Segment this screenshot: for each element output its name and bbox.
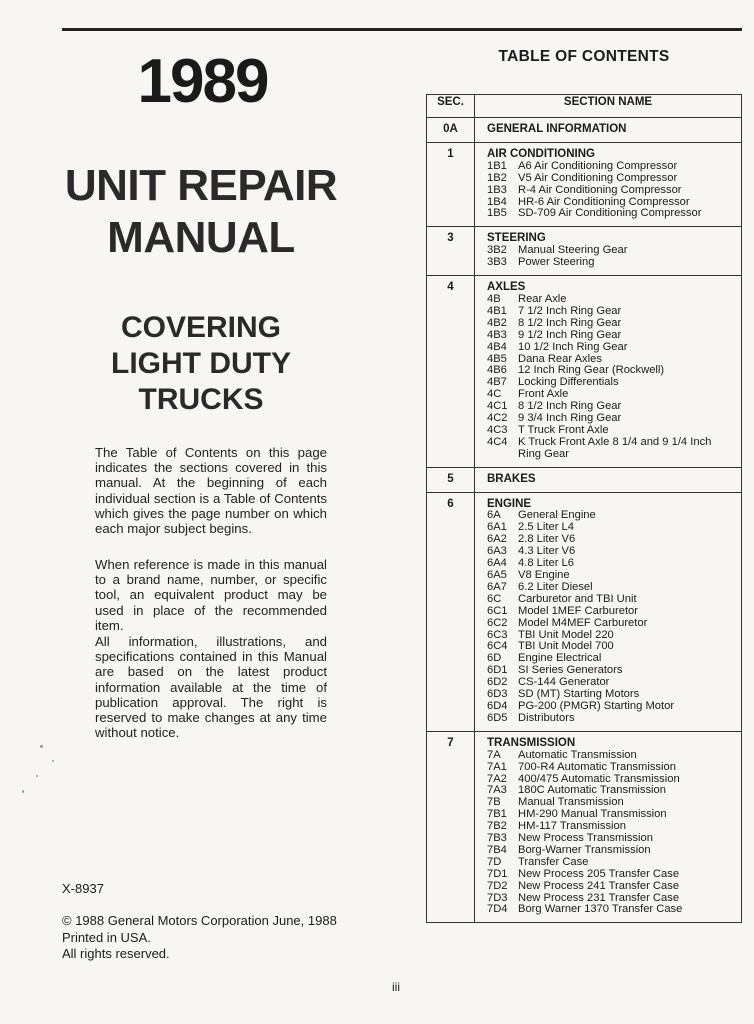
toc-header-name: SECTION NAME <box>475 95 742 118</box>
toc-entry-name: 8 1/2 Inch Ring Gear <box>518 316 622 329</box>
toc-entry-name: Rear Axle <box>518 292 567 305</box>
toc-entry-code: 4C3 <box>487 423 508 436</box>
toc-entry-code: 1B1 <box>487 159 507 172</box>
toc-entry <box>487 161 737 173</box>
toc-entry <box>487 857 737 869</box>
toc-entry-name: TBI Unit Model 220 <box>518 628 614 641</box>
toc-section-name: STEERING <box>487 232 546 245</box>
toc-entry-code: 6D <box>487 652 502 665</box>
toc-entry-code: 1B3 <box>487 183 507 196</box>
toc-entry <box>487 318 737 330</box>
toc-entry-code: 6C3 <box>487 628 508 641</box>
toc-entry-name: Locking Differentials <box>518 376 619 389</box>
toc-section-name: BRAKES <box>487 472 536 485</box>
toc-section-name: TRANSMISSION <box>487 736 576 749</box>
toc-entry <box>487 606 737 618</box>
toc-entry-name: New Process 205 Transfer Case <box>518 867 680 880</box>
toc-entry-name: Manual Steering Gear <box>518 244 628 257</box>
toc-entry-name: 6.2 Liter Diesel <box>518 580 593 593</box>
toc-entry-name: 9 1/2 Inch Ring Gear <box>518 328 622 341</box>
toc-entry <box>487 904 737 916</box>
toc-entry-code: 7A <box>487 748 501 761</box>
toc-entry-code: 4B7 <box>487 376 507 389</box>
toc-entry-code: 6D3 <box>487 688 508 701</box>
toc-entry-code: 4B1 <box>487 304 507 317</box>
toc-entry-name: A6 Air Conditioning Compressor <box>518 159 678 172</box>
toc-entry-name: V5 Air Conditioning Compressor <box>518 171 678 184</box>
toc-entry <box>487 173 737 185</box>
copyright-line: Printed in USA. <box>62 929 151 945</box>
top-rule <box>62 28 742 31</box>
copyright-line: © 1988 General Motors Corporation June, 1988 <box>62 913 337 928</box>
toc-entry-code: 6A1 <box>487 521 507 534</box>
toc-header-sec: SEC. <box>427 95 475 118</box>
toc-entry-name: Manual Transmission <box>518 796 624 809</box>
toc-entry-code: 7D4 <box>487 903 508 916</box>
toc-section-row <box>427 227 742 276</box>
toc-section-content <box>475 731 742 923</box>
toc-entry-name: Model 1MEF Carburetor <box>518 604 638 617</box>
scan-speck <box>36 775 38 777</box>
toc-section-content <box>475 492 742 731</box>
toc-entry-name: Dana Rear Axles <box>518 352 602 365</box>
toc-entry-code: 4C4 <box>487 435 508 448</box>
toc-entry-code: 1B5 <box>487 207 507 220</box>
toc-section-content <box>475 142 742 226</box>
manual-title <box>40 160 362 264</box>
toc-entry-name: Distributors <box>518 711 575 724</box>
toc-entry-code: 6A5 <box>487 569 507 581</box>
toc-entry-code: 4C <box>487 388 502 401</box>
toc-entry-code: 4B <box>487 292 501 305</box>
toc-entry-name: HR-6 Air Conditioning Compressor <box>518 195 690 208</box>
toc-entry-code: 7A3 <box>487 784 507 797</box>
toc-section-name: AXLES <box>487 281 526 294</box>
toc-entry-name: Carburetor and TBI Unit <box>518 592 637 605</box>
toc-entry-name: 12 Inch Ring Gear (Rockwell) <box>518 364 665 377</box>
toc-entry-code: 4C2 <box>487 412 508 425</box>
toc-entry-code: 7B <box>487 796 501 809</box>
document-number: X-8937 <box>62 881 104 896</box>
toc-entry-name: 8 1/2 Inch Ring Gear <box>518 400 622 413</box>
toc-section-content <box>475 227 742 276</box>
toc-section-name: GENERAL INFORMATION <box>487 123 627 135</box>
manual-subtitle <box>70 310 332 418</box>
toc-entry-name: New Process 241 Transfer Case <box>518 879 680 892</box>
toc-entry-code: 6D5 <box>487 711 508 724</box>
toc-entry <box>487 208 737 220</box>
toc-entry-code: 6A <box>487 509 501 522</box>
toc-entry-name: Automatic Transmission <box>518 748 637 761</box>
toc-table <box>426 94 742 923</box>
toc-entry-name: 7 1/2 Inch Ring Gear <box>518 304 622 317</box>
toc-entry-name: Front Axle <box>518 388 569 401</box>
toc-entry-code: 7B1 <box>487 808 507 821</box>
toc-entry <box>487 185 737 197</box>
toc-entry-name: Borg Warner 1370 Transfer Case <box>518 903 683 916</box>
toc-entry <box>487 713 737 725</box>
toc-entry-code: 3B3 <box>487 256 507 269</box>
toc-entry-name: T Truck Front Axle <box>518 423 609 436</box>
toc-entry-code: 7B3 <box>487 832 507 845</box>
toc-entry-name: HM-117 Transmission <box>518 820 626 833</box>
scan-speck <box>40 745 43 748</box>
toc-entry <box>487 762 737 774</box>
disclaimer-paragraph: All information, illustrations, and specifications contained in this Manual are based on the latest product information available at the time of publication approval. The right is reserved to make changes at any time without notice. <box>95 634 327 741</box>
toc-section-row <box>427 118 742 143</box>
toc-entry-code: 7A2 <box>487 772 507 785</box>
toc-header-row <box>427 95 742 118</box>
toc-section-number: 3 <box>427 227 475 276</box>
toc-entry <box>487 750 737 762</box>
toc-entry-name: 10 1/2 Inch Ring Gear <box>518 340 628 353</box>
toc-entry-code: 6C2 <box>487 616 508 629</box>
toc-entry-name: SD (MT) Starting Motors <box>518 688 640 701</box>
toc-entry <box>487 869 737 881</box>
toc-entry-code: 4C1 <box>487 400 508 413</box>
toc-entry-code: 6A3 <box>487 545 507 558</box>
toc-entry-code: 7A1 <box>487 760 507 773</box>
reference-paragraph: When reference is made in this manual to a brand name, number, or specific tool, an equivalent product may be used in place of the recommended item. <box>95 557 327 633</box>
toc-entry-name: 2.5 Liter L4 <box>518 521 574 534</box>
toc-body <box>427 118 742 923</box>
toc-section-content <box>475 467 742 492</box>
toc-entry-name: PG-200 (PMGR) Starting Motor <box>518 699 675 712</box>
toc-entry-name: New Process Transmission <box>518 832 653 845</box>
toc-entry-name: Engine Electrical <box>518 652 602 665</box>
toc-entry-name: 180C Automatic Transmission <box>518 784 666 797</box>
toc-section-number: 4 <box>427 276 475 468</box>
toc-entry-code: 4B4 <box>487 340 507 353</box>
toc-section-number: 1 <box>427 142 475 226</box>
toc-title: TABLE OF CONTENTS <box>498 48 670 65</box>
toc-entry <box>487 437 737 461</box>
copyright-block <box>62 913 337 963</box>
toc-section-row <box>427 731 742 923</box>
toc-entry-code: 7D2 <box>487 879 508 892</box>
toc-entry-code: 6C <box>487 592 502 605</box>
toc-section-number: 6 <box>427 492 475 731</box>
page-number: iii <box>392 980 400 994</box>
toc-entry <box>487 342 737 354</box>
toc-entry-code: 7D <box>487 855 502 868</box>
title-line: MANUAL <box>107 213 295 262</box>
toc-section-number: 0A <box>427 118 475 143</box>
toc-entry <box>487 306 737 318</box>
toc-entry-name: General Engine <box>518 509 596 522</box>
toc-entry-code: 6A2 <box>487 533 507 546</box>
toc-entry-code: 7B4 <box>487 843 507 856</box>
subtitle-line: TRUCKS <box>138 383 264 416</box>
toc-entry-code: 6A4 <box>487 557 507 570</box>
toc-entry <box>487 881 737 893</box>
toc-section-number: 7 <box>427 731 475 923</box>
toc-entry-name: K Truck Front Axle 8 1/4 and 9 1/4 Inch Ring Gear <box>518 435 712 460</box>
intro-paragraph: The Table of Contents on this page indicates the sections covered in this manual. At the beginning of each individual section is a Table of Contents which gives the page number on which each major subject begins. <box>95 445 327 537</box>
toc-entry-code: 4B5 <box>487 352 507 365</box>
toc-section-content <box>475 276 742 468</box>
title-line: UNIT REPAIR <box>64 161 338 210</box>
toc-entry-name: Model M4MEF Carburetor <box>518 616 648 629</box>
toc-entry-name: 4.8 Liter L6 <box>518 557 574 570</box>
toc-entry-name: 400/475 Automatic Transmission <box>518 772 680 785</box>
toc-entry-code: 3B2 <box>487 244 507 257</box>
copyright-line: All rights reserved. <box>62 946 170 961</box>
toc-entry-name: 700-R4 Automatic Transmission <box>518 760 676 773</box>
toc-section-row <box>427 467 742 492</box>
toc-entry-code: 6D4 <box>487 699 508 712</box>
toc-section-number: 5 <box>427 467 475 492</box>
subtitle-line: COVERING <box>120 311 282 344</box>
toc-section-name: ENGINE <box>487 497 532 510</box>
toc-entry-name: R-4 Air Conditioning Compressor <box>518 183 682 196</box>
toc-section-row <box>427 276 742 468</box>
toc-entry-name: HM-290 Manual Transmission <box>518 808 667 821</box>
toc-entry <box>487 594 737 606</box>
toc-entry-name: New Process 231 Transfer Case <box>518 891 680 904</box>
toc-entry-name: V8 Engine <box>518 569 570 581</box>
subtitle-line: LIGHT DUTY <box>111 347 291 380</box>
year-heading: 1989 <box>137 47 268 116</box>
toc-entry-code: 4B6 <box>487 364 507 377</box>
scan-speck <box>52 760 54 762</box>
toc-entry-code: 1B4 <box>487 195 507 208</box>
toc-entry-code: 6A7 <box>487 580 507 593</box>
toc-entry-name: SD-709 Air Conditioning Compressor <box>518 207 702 220</box>
toc-entry-name: 4.3 Liter V6 <box>518 545 576 558</box>
toc-entry-code: 7B2 <box>487 820 507 833</box>
toc-entry-name: Borg-Warner Transmission <box>518 843 651 856</box>
toc-entry-code: 6C1 <box>487 604 508 617</box>
toc-entry <box>487 618 737 630</box>
toc-section-name: AIR CONDITIONING <box>487 147 595 160</box>
toc-entry-name: SI Series Generators <box>518 664 623 677</box>
toc-section-row <box>427 142 742 226</box>
toc-entry <box>487 257 737 269</box>
toc-entry-code: 7D3 <box>487 891 508 904</box>
toc-entry-code: 4B3 <box>487 328 507 341</box>
toc-entry-name: Power Steering <box>518 256 595 269</box>
scan-speck <box>22 790 24 793</box>
toc-entry <box>487 330 737 342</box>
toc-entry-name: CS-144 Generator <box>518 676 610 689</box>
toc-section-content <box>475 118 742 143</box>
toc-entry-name: 9 3/4 Inch Ring Gear <box>518 412 622 425</box>
toc-entry-code: 1B2 <box>487 171 507 184</box>
toc-entry-code: 7D1 <box>487 867 508 880</box>
toc-entry-code: 4B2 <box>487 316 507 329</box>
toc-entry-name: 2.8 Liter V6 <box>518 533 576 546</box>
toc-entry-name: Transfer Case <box>518 855 589 868</box>
toc-section-row <box>427 492 742 731</box>
toc-entry-code: 6C4 <box>487 640 508 653</box>
toc-entry-name: TBI Unit Model 700 <box>518 640 614 653</box>
toc-entry-code: 6D1 <box>487 664 508 677</box>
toc-entry-code: 6D2 <box>487 676 508 689</box>
